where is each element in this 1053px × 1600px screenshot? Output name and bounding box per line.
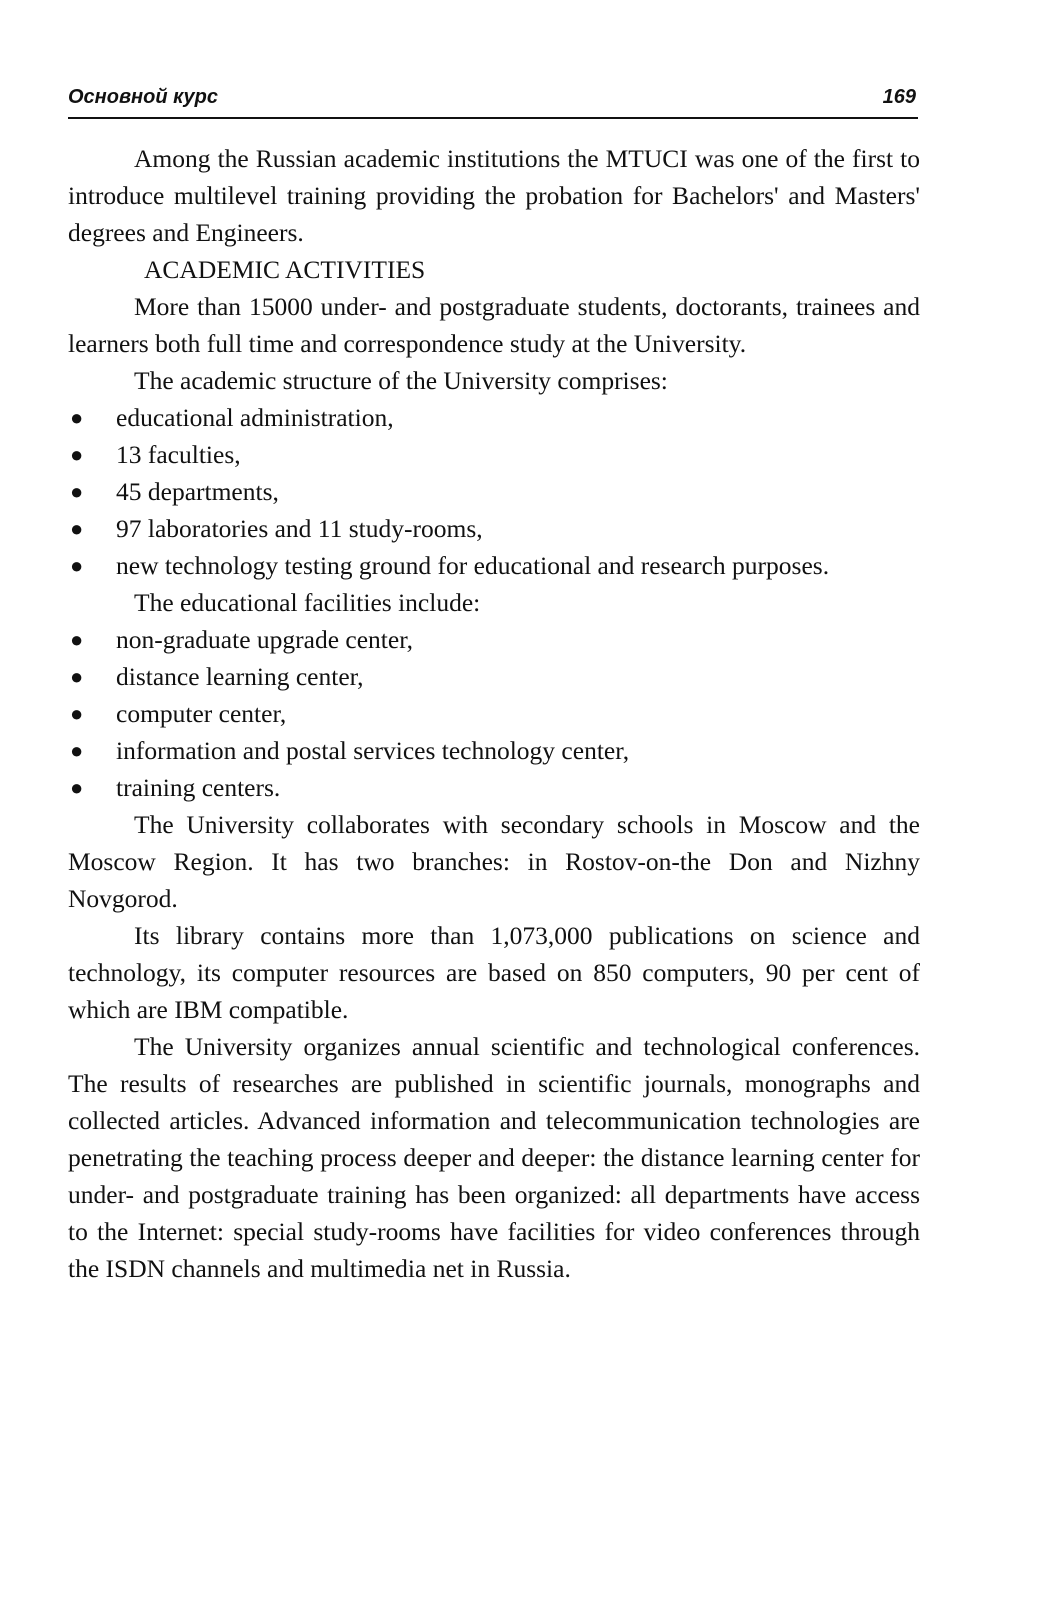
page-number: 169 bbox=[882, 86, 916, 108]
list-item: ● educational administration, bbox=[68, 399, 920, 436]
running-title: Основной курс bbox=[68, 86, 218, 108]
facilities-list bbox=[68, 621, 920, 806]
conferences-paragraph: The University organizes annual scientific and technological conferences. The results of researches are published in scientific journals, monographs and collected articles. Advanced information and telecommunication technologies are penetrating the teaching process deeper and deeper: the distance learning center for under- and postgraduate training has been organized: all departments have access to the Internet: special study-rooms have facilities for video conferences through the ISDN channels and multimedia net in Russia. bbox=[68, 1032, 920, 1283]
bullet-icon: ● bbox=[70, 775, 84, 800]
collaboration-paragraph: The University collaborates with secondary schools in Moscow and the Moscow Region. It has two branches: in Rostov-on-the Don and Nizhny Novgorod. bbox=[68, 810, 920, 913]
list-item: ● non-graduate upgrade center, bbox=[68, 621, 920, 658]
structure-intro: The academic structure of the University comprises: bbox=[134, 366, 668, 395]
students-paragraph: More than 15000 under- and postgraduate students, doctorants, trainees and learners both full time and correspondence study at the University. bbox=[68, 292, 920, 358]
list-item: ● distance learning center, bbox=[68, 658, 920, 695]
intro-paragraph: Among the Russian academic institutions the MTUCI was one of the first to introduce multilevel training providing the probation for Bachelors' and Masters' degrees and Engineers. bbox=[68, 144, 920, 247]
list-item: ● computer center, bbox=[68, 695, 920, 732]
bullet-icon: ● bbox=[70, 553, 84, 578]
list-item: ● information and postal services technology center, bbox=[68, 732, 920, 769]
bullet-icon: ● bbox=[70, 664, 84, 689]
list-item: ● training centers. bbox=[68, 769, 920, 806]
header-rule bbox=[68, 117, 918, 119]
bullet-icon: ● bbox=[70, 479, 84, 504]
facilities-intro: The educational facilities include: bbox=[134, 588, 481, 617]
page-body bbox=[68, 140, 920, 1287]
bullet-icon: ● bbox=[70, 442, 84, 467]
running-head bbox=[68, 86, 916, 109]
list-item: ● 13 faculties, bbox=[68, 436, 920, 473]
bullet-icon: ● bbox=[70, 701, 84, 726]
list-item: ● 97 laboratories and 11 study-rooms, bbox=[68, 510, 920, 547]
structure-list bbox=[68, 399, 920, 584]
list-item: ● new technology testing ground for educational and research purposes. bbox=[68, 547, 920, 584]
list-item: ● 45 departments, bbox=[68, 473, 920, 510]
bullet-icon: ● bbox=[70, 738, 84, 763]
bullet-icon: ● bbox=[70, 516, 84, 541]
section-heading: ACADEMIC ACTIVITIES bbox=[144, 255, 426, 284]
library-paragraph: Its library contains more than 1,073,000 publications on science and technology, its computer resources are based on 850 computers, 90 per cent of which are IBM compatible. bbox=[68, 921, 920, 1024]
bullet-icon: ● bbox=[70, 405, 84, 430]
bullet-icon: ● bbox=[70, 627, 84, 652]
